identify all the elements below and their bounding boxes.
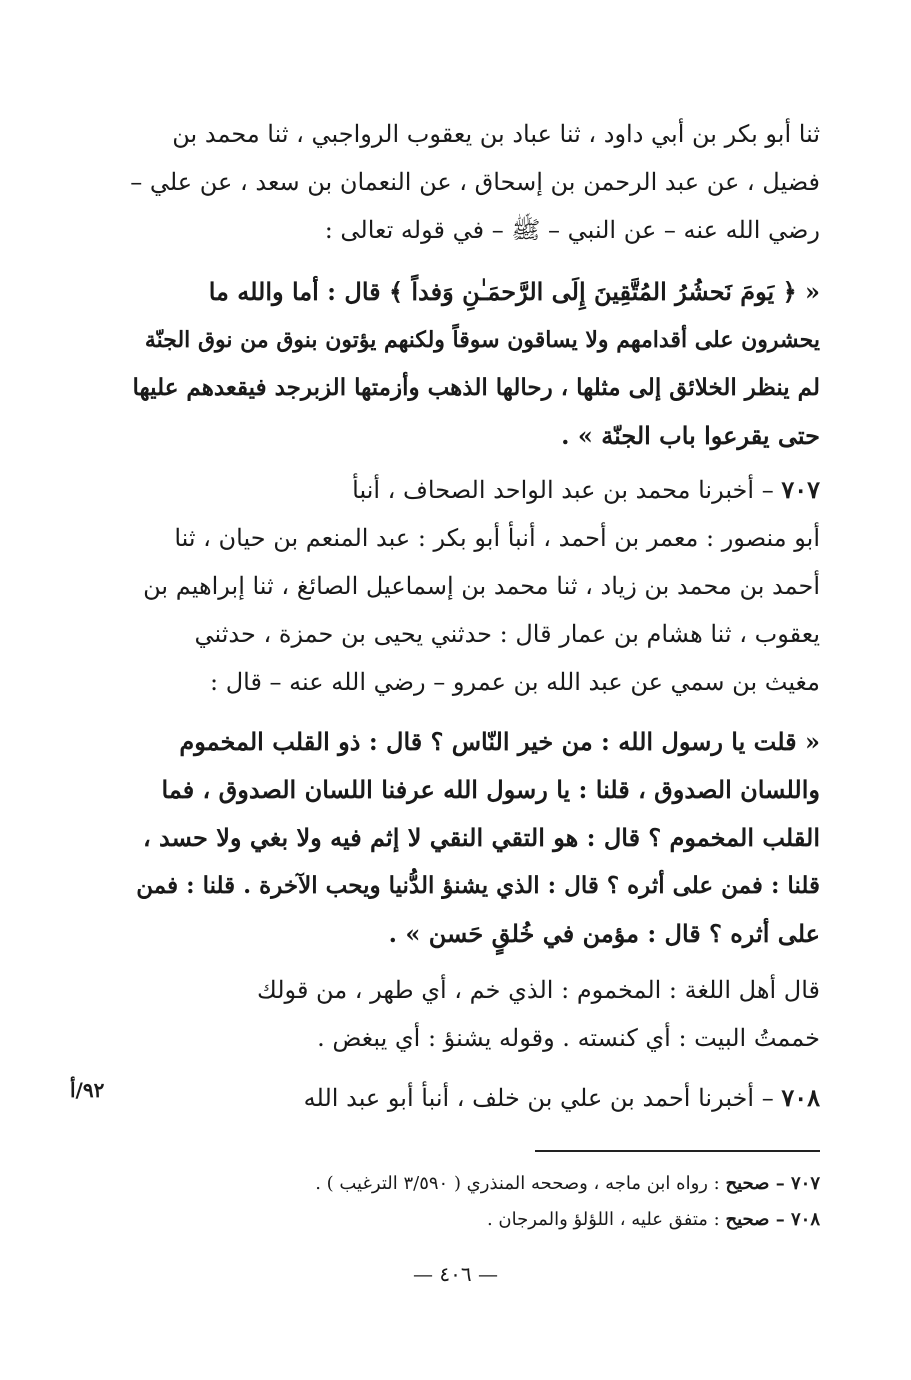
- footnote-divider: [535, 1150, 820, 1152]
- footnote-text: : رواه ابن ماجه ، وصححه المنذري ( ٣/٥٩٠ الترغيب ) .: [315, 1173, 720, 1194]
- text-line: يحشرون على أقدامهم ولا يساقون سوقاً ولكنهم يؤتون بنوق من نوق الجنّة: [144, 327, 820, 353]
- manuscript-folio-note: ٩٢/أ: [70, 1078, 105, 1102]
- footnote-item: [130, 1202, 820, 1238]
- text-line: [130, 466, 820, 514]
- text-line: [130, 1074, 820, 1122]
- text-line: على أثره ؟ قال : مؤمن في خُلقٍ حَسن » .: [388, 919, 820, 948]
- text-line: حتى يقرعوا باب الجنّة » .: [561, 421, 820, 450]
- paragraph-lexical-note: [130, 966, 820, 1062]
- paragraph-isnad-1: [130, 110, 820, 254]
- text-segment: – أخبرنا أحمد بن علي بن خلف ، أنبأ أبو عبد الله: [303, 1084, 774, 1112]
- footnote-item: [130, 1166, 820, 1202]
- text-line: فضيل ، عن عبد الرحمن بن إسحاق ، عن النعمان بن سعد ، عن علي –: [130, 168, 820, 196]
- paragraph-hadith-707: [130, 718, 820, 958]
- text-line: أحمد بن محمد بن زياد ، ثنا محمد بن إسماعيل الصائغ ، ثنا إبراهيم بن: [143, 572, 820, 600]
- footnote-text: : متفق عليه ، اللؤلؤ والمرجان .: [486, 1209, 720, 1230]
- text-line: « قلت يا رسول الله : من خير النّاس ؟ قال : ذو القلب المخموم: [179, 727, 820, 756]
- paragraph-isnad-707: [130, 466, 820, 706]
- text-line: قلنا : فمن على أثره ؟ قال : الذي يشنؤ الدُّنيا ويحب الآخرة . قلنا : فمن: [136, 872, 820, 899]
- paragraph-hadith-1: [130, 268, 820, 460]
- hadith-number: ٧٠٨: [781, 1083, 820, 1112]
- footnote-ref: ٧٠٧ – صحيح: [725, 1173, 820, 1194]
- text-line: قال أهل اللغة : المخموم : الذي خم ، أي طهر ، من قولك: [257, 976, 820, 1004]
- text-line: « ﴿ يَومَ نَحشُرُ المُتَّقِينَ إِلَى الرَّحمَـٰنِ وَفداً ﴾ قال : أما والله ما: [208, 277, 820, 306]
- text-line: يعقوب ، ثنا هشام بن عمار قال : حدثني يحيى بن حمزة ، حدثني: [194, 620, 820, 648]
- text-line: مغيث بن سمي عن عبد الله بن عمرو – رضي الله عنه – قال :: [209, 668, 820, 696]
- text-line: القلب المخموم ؟ قال : هو التقي النقي لا إثم فيه ولا بغي ولا حسد ،: [142, 823, 820, 852]
- hadith-number: ٧٠٧: [781, 475, 820, 504]
- text-line: خممتُ البيت : أي كنسته . وقوله يشنؤ : أي يبغض .: [317, 1024, 820, 1052]
- text-line: أبو منصور : معمر بن أحمد ، أنبأ أبو بكر : عبد المنعم بن حيان ، ثنا: [174, 524, 820, 552]
- text-line: واللسان الصدوق ، قلنا : يا رسول الله عرفنا اللسان الصدوق ، فما: [161, 775, 820, 804]
- text-line: لم ينظر الخلائق إلى مثلها ، رحالها الذهب وأزمتها الزبرجد فيقعدهم عليها: [132, 374, 820, 401]
- text-segment: – أخبرنا محمد بن عبد الواحد الصحاف ، أنبأ: [352, 476, 774, 504]
- paragraph-isnad-708: [130, 1074, 820, 1122]
- text-line: ثنا أبو بكر بن أبي داود ، ثنا عباد بن يعقوب الرواجبي ، ثنا محمد بن: [172, 120, 820, 148]
- text-line: رضي الله عنه – عن النبي – ﷺ – في قوله تعالى :: [324, 216, 820, 244]
- footnotes: [130, 1166, 820, 1238]
- page-number: — ٤٠٦ —: [413, 1262, 498, 1286]
- footnote-ref: ٧٠٨ – صحيح: [725, 1209, 820, 1230]
